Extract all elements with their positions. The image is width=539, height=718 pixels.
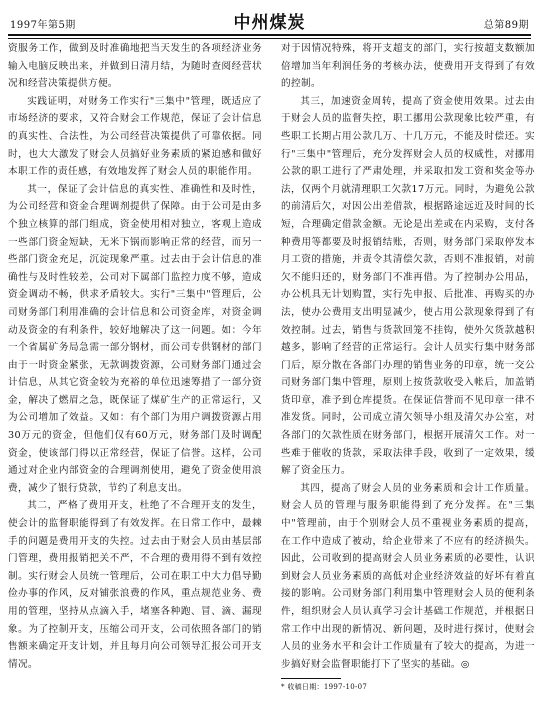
header-rule-thin: [8, 38, 531, 39]
issue-number: 1997年第5期: [10, 20, 76, 31]
paragraph: 实践证明，对财务工作实行"三集中"管理，既适应了市场经济的要求，又符合财会工作规范，保证了会计信息的真实性、合法性，为公司经营决策提供了可靠依据。同时，也大大激发了财会人员搞好业务素质的紧迫感和做好本职工作的责任感，有效地发挥了财会人员的职能作用。: [8, 95, 262, 178]
journal-title: 中州煤炭: [233, 13, 306, 33]
paragraph: 资服务工作，做到及时准确地把当天发生的各项经济业务输入电脑反映出来，并做到日清月结，为随时查阅经营状况和经营决策提供方便。: [8, 43, 262, 90]
paragraph: 其二，严格了费用开支，杜绝了不合理开支的发生，使会计的监督职能得到了有效发挥。在日常工作中，最棘手的问题是费用开支的失控。过去由于财会人员由基层部门管理，费用报销把关不严，不合理的费用得不到有效控制。实行财会人员统一管理后，公司在职工中大力倡导勤俭办事的作风，反对铺张浪费的作风，重点规范业务、费用的管理，坚持从点滴入手，堵塞各种跑、冒、滴、漏现象。为了控制开支，压缩公司开支，公司依照各部门的销售额来确定开支计划，并且每月向公司领导汇报公司开支情况。: [8, 500, 262, 670]
total-issue-number: 总第89期: [483, 20, 529, 31]
footnote-rule: [281, 678, 341, 679]
paragraph: 对于因情况特殊，将开支超支的部门，实行按超支数额加倍增加当年利润任务的考核办法，使费用开支得到了有效的控制。: [281, 43, 535, 90]
paragraph: [281, 480, 535, 674]
paragraph: 其三，加速资金周转，提高了资金使用效果。过去由于财会人员的监督失控，职工挪用公款现象比较严重，有些职工长期占用公款几万、十几万元，不能及时偿还。实行"三集中"管理后，充分发挥财会人员的权威性，对挪用公款的职工进行了严肃处理，并采取扣发工资和奖金等办法，仅两个月就清理职工欠款17万元。同时，为避免公款的前清后欠，对因公出差借款，根据路途远近及时间的长短，合理确定借款金额。无论是出差或在内采购，支付各种费用等都要及时报销结账，否则，财务部门采取停发本月工资的措施，并责令其清偿欠款，否则不准报销，对前欠不能归还的，财务部门不准再借。为了控制办公用品，办公机具无计划购置，实行先申报、后批准、再购买的办法，使办公费用支出明显减少，使占用公款现象得到了有效控制。过去，销售与货款回笼不挂钩，使外欠货款越积越多，影响了经营的正常运行。会计人员实行集中财务部门后，原分散在各部门办理的销售业务的印章，统一交公司财务部门集中管理，原则上按货款收受入帐后，加盖销货印章，准予到仓库提货。在保证信誉而不见印章一律不准发货。同时，公司成立清欠领导小组及清欠办公室，对各部门的欠款性质在财务部门，根据开展清欠工作。对一些难于催收的货款，采取法律手段，收到了一定效果，缓解了资金压力。: [281, 95, 535, 477]
end-mark-icon: ◎: [460, 658, 470, 670]
paragraph: 其一，保证了会计信息的真实性、准确性和及时性，为公司经营和资金合理调剂提供了保障。由于公司是由多个独立核算的部门组成，资金使用相对独立，客观上造成一些部门资金短缺，无米下锅而影响正常的经营，而另一些部门资金充足，沉淀现象严重。过去由于会计信息的准确性与及时性较差，公司对下属部门监控力度不够，造成资金调动不畅，供求矛盾较大。实行"三集中"管理后，公司财务部门利用准确的会计信息和公司资金库，对资金调动及资金的有利条件，较好地解决了这一问题。如：今年一个省属矿务局急需一部分钢材，而公司专供钢材的部门由于一时资金紧张，无款调拨资源，公司财务部门通过会计信息，从其它资金较为充裕的单位迅速筹措了一部分资金，解决了燃眉之急，既保证了煤矿生产的正常运行，又为公司增加了效益。又如：有个部门为用户调拨资源占用30万元的资金，但他们仅有60万元，财务部门及时调配资金，使该部门得以正常经营，保证了信誉。这样，公司通过对企业内部资金的合理调剂使用，避免了资金使用浪费，减少了银行贷款，节约了利息支出。: [8, 183, 262, 494]
right-column: [281, 40, 535, 673]
paragraph-text: 其四，提高了财会人员的业务素质和会计工作质量。财会人员的管理与服务职能得到了充分发挥。在"三集中"管理前，由于个别财会人员不重视业务素质的提高，在工作中造成了被动，给企业带来了不应有的经济损失。因此，公司收到的提高财会人员业务素质的必要性，认识到财会人员业务素质的高低对企业经济效益的好坏有着直接的影响。公司财务部门利用集中管理财会人员的便利条件，组织财会人员认真学习会计基础工作规范，并根据日常工作中出现的新情况、新问题，及时进行探讨，使财会人员的业务水平和会计工作质量有了较大的提高，为进一步搞好财会监督职能打下了坚实的基础。: [281, 482, 535, 670]
left-column: [8, 40, 262, 673]
header-rule-thick: [8, 34, 531, 36]
footnote-received-date: * 收稿日期：1997-10-07: [281, 683, 368, 691]
page-header: [8, 8, 531, 34]
